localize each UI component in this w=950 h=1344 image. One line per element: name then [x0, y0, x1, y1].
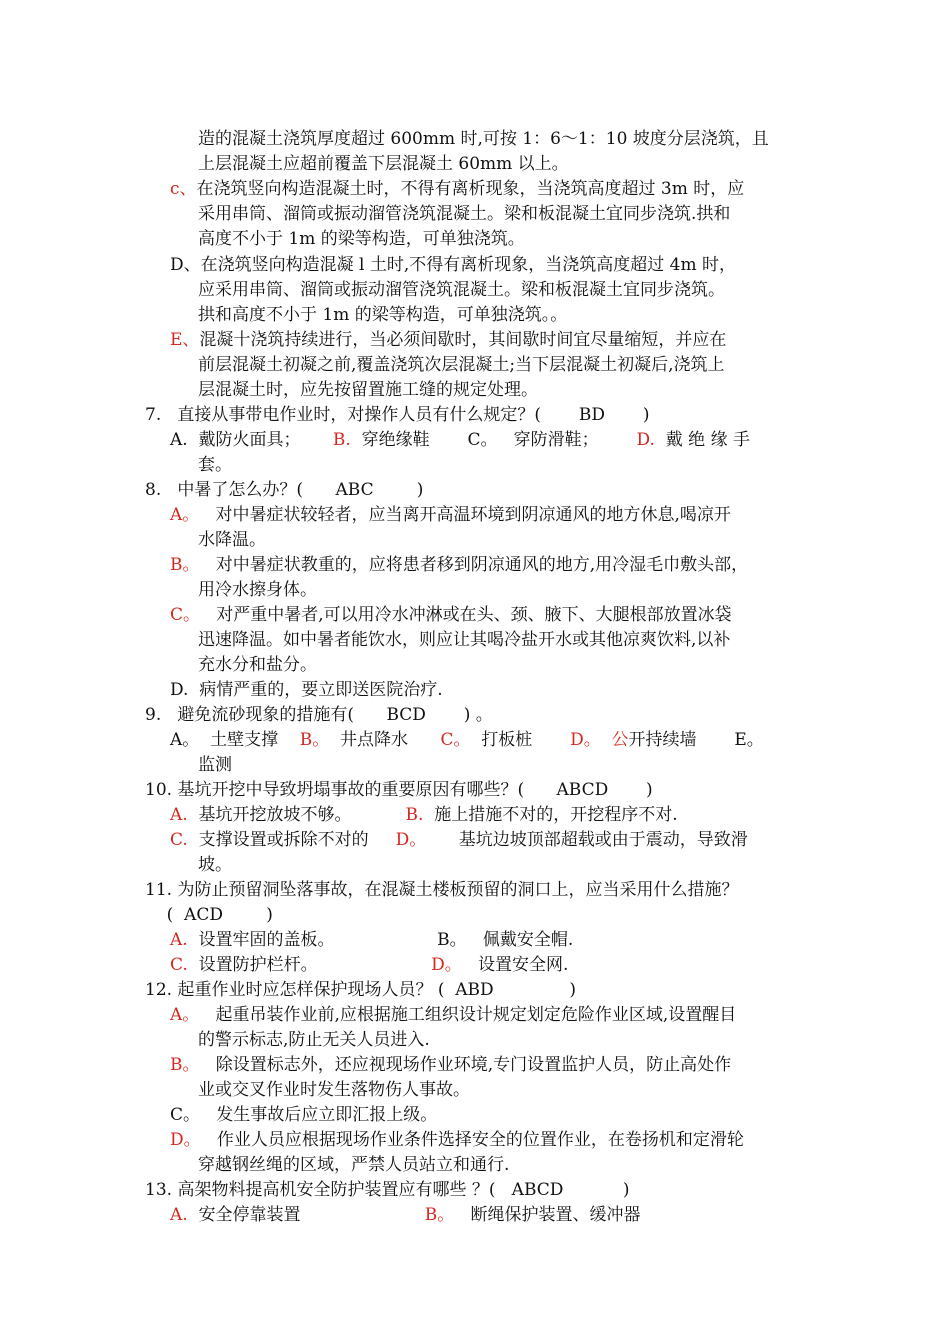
text-run: 拱和高度不小于 1m 的梁等构造，可单独浇筑。。	[198, 305, 568, 325]
text-run: 井点降水	[329, 730, 441, 750]
text-run: 对严重中暑者,可以用冷水冲淋或在头、颈、腋下、大腿根部放置冰袋	[200, 605, 732, 625]
text-run: 安全停靠装置	[187, 1205, 425, 1225]
option-marker: A。	[170, 1005, 200, 1025]
text-run: 8. 中暑了怎么办？( ABC )	[145, 480, 424, 500]
text-run: 迅速降温。如中暑者能饮水，则应让其喝冷盐开水或其他凉爽饮料,以补	[198, 630, 731, 650]
text-run: 充水分和盐分。	[198, 655, 317, 675]
text-run: 穿越钢丝绳的区域，严禁人员站立和通行.	[198, 1155, 510, 1175]
option-line	[170, 954, 568, 976]
continuation-line	[198, 304, 567, 326]
continuation-line	[198, 754, 232, 776]
continuation-line	[198, 203, 730, 225]
option-line	[170, 178, 744, 200]
option-marker: A.	[170, 805, 188, 825]
continuation-line	[198, 128, 769, 150]
text-run: 穿绝缘鞋 C。 穿防滑鞋；	[350, 430, 637, 450]
text-run: 采用串筒、溜筒或振动溜管浇筑混凝土。梁和板混凝土宜同步浇筑.拱和	[198, 204, 731, 224]
continuation-line	[198, 454, 232, 476]
text-run: 支撑设置或拆除不对的	[187, 830, 396, 850]
option-marker: A。	[170, 505, 200, 525]
continuation-line	[198, 228, 525, 250]
text-run: 监测	[198, 755, 232, 775]
question-line	[145, 979, 576, 1001]
text-run: 层混凝土时，应先按留置施工缝的规定处理。	[198, 380, 538, 400]
text-run: 断绳保护装置、缓冲器	[454, 1205, 641, 1225]
continuation-line	[198, 1154, 509, 1176]
text-run: D、在浇筑竖向构造混凝 l 土时,不得有离析现象，当浇筑高度超过 4m 时，	[170, 255, 737, 275]
text-run: 10. 基坑开挖中导致坍塌事故的重要原因有哪些？( ABCD )	[145, 780, 653, 800]
question-line	[145, 779, 653, 801]
option-marker: D。	[431, 955, 462, 975]
option-marker: A.	[170, 930, 188, 950]
continuation-line	[198, 654, 317, 676]
question-line	[145, 904, 273, 926]
text-run: C。 发生事故后应立即汇报上级。	[170, 1105, 438, 1125]
option-line	[170, 554, 748, 576]
option-line	[170, 729, 764, 751]
option-line	[170, 1004, 736, 1026]
text-run: 套。	[198, 455, 232, 475]
text-run: 前层混凝土初凝之前,覆盖浇筑次层混凝土;当下层混凝土初凝后,浇筑上	[198, 355, 725, 375]
text-run: 的警示标志,防止无关人员进入.	[198, 1030, 430, 1050]
option-line	[170, 829, 748, 851]
option-line	[170, 1129, 744, 1151]
text-run: 7. 直接从事带电作业时，对操作人员有什么规定？( BD )	[145, 405, 650, 425]
option-marker: E、	[170, 330, 200, 350]
option-marker: B。	[299, 730, 330, 750]
option-marker: A.	[170, 1205, 188, 1225]
option-line	[170, 429, 750, 451]
option-marker: B。	[170, 555, 200, 575]
continuation-line	[198, 354, 725, 376]
option-line	[170, 1104, 437, 1126]
question-line	[145, 1179, 629, 1201]
text-run: 施上措施不对的，开挖程序不对.	[423, 805, 678, 825]
option-line	[170, 504, 731, 526]
option-marker: C.	[170, 830, 188, 850]
option-line	[170, 929, 573, 951]
text-run: 13. 高架物料提高机安全防护装置应有哪些 ？( ABCD )	[145, 1180, 630, 1200]
text-run: A. 戴防火面具；	[170, 430, 333, 450]
text-run: 造的混凝土浇筑厚度超过 600mm 时,可按 1：6～1：10 坡度分层浇筑，且	[198, 129, 769, 149]
text-run: 作业人员应根据现场作业条件选择安全的位置作业，在卷扬机和定滑轮	[200, 1130, 744, 1150]
text-run: 12. 起重作业时应怎样保护现场人员？ ( ABD )	[145, 980, 576, 1000]
text-run: 混凝十浇筑持续进行，当必须间歇时，其间歇时间宜尽量缩短，并应在	[199, 330, 727, 350]
question-line	[145, 404, 649, 426]
continuation-line	[198, 629, 730, 651]
text-run: D. 病情严重的，要立即送医院治疗.	[170, 680, 443, 700]
option-marker: D.	[636, 430, 655, 450]
question-line	[145, 479, 423, 501]
continuation-line	[198, 1029, 430, 1051]
option-marker: C。	[440, 730, 471, 750]
option-marker: c、	[170, 179, 197, 199]
continuation-line	[198, 379, 538, 401]
text-run: ( ACD )	[145, 905, 273, 925]
text-run: 除设置标志外，还应视现场作业环境,专门设置监护人员，防止高处作	[199, 1055, 732, 1075]
text-run: 开持续墙 E。	[628, 730, 764, 750]
text-run: 基坑边坡顶部超载或由于震动，导致滑	[426, 830, 748, 850]
option-marker: C。	[170, 605, 201, 625]
question-line	[145, 879, 738, 901]
text-run: 应采用串筒、溜筒或振动溜管浇筑混凝土。梁和板混凝土宜同步浇筑。	[198, 280, 725, 300]
option-marker: D。	[395, 830, 427, 850]
text-run: 打板桩	[470, 730, 571, 750]
option-line	[170, 1054, 731, 1076]
text-run: 水降温。	[198, 530, 266, 550]
continuation-line	[198, 1079, 470, 1101]
option-line	[170, 1204, 641, 1226]
option-marker: B.	[405, 805, 424, 825]
text-run: 高度不小于 1m 的梁等构造，可单独浇筑。	[198, 229, 525, 249]
text-run: 设置安全网.	[461, 955, 569, 975]
option-marker: C.	[170, 955, 188, 975]
text-run: A。 土壁支撑	[170, 730, 300, 750]
text-run: 9. 避免流砂现象的措施有( BCD ) 。	[145, 705, 493, 725]
text-run: 设置牢固的盖板。 B。 佩戴安全帽.	[187, 930, 574, 950]
option-marker: B。	[170, 1055, 200, 1075]
option-line	[170, 679, 443, 701]
option-marker: B.	[332, 430, 351, 450]
option-marker: D。 公	[570, 730, 629, 750]
text-run: 基坑开挖放坡不够。	[187, 805, 406, 825]
continuation-line	[198, 854, 232, 876]
text-run: 业或交叉作业时发生落物伤人事故。	[198, 1080, 470, 1100]
option-marker: D。	[170, 1130, 201, 1150]
text-run: 设置防护栏杆。	[187, 955, 432, 975]
text-run: 坡。	[198, 855, 232, 875]
text-run: 戴 绝 缘 手	[654, 430, 750, 450]
text-run: 11. 为防止预留洞坠落事故，在混凝土楼板预留的洞口上，应当采用什么措施？	[145, 880, 739, 900]
text-run: 在浇筑竖向构造混凝土时，不得有离析现象，当浇筑高度超过 3m 时，应	[196, 179, 745, 199]
continuation-line	[198, 153, 569, 175]
option-line	[170, 604, 732, 626]
option-marker: B。	[424, 1205, 455, 1225]
continuation-line	[198, 529, 266, 551]
text-run: 用冷水擦身体。	[198, 580, 317, 600]
option-line	[170, 254, 736, 276]
continuation-line	[198, 579, 317, 601]
text-run: 对中暑症状较轻者，应当离开高温环境到阴凉通风的地方休息,喝凉开	[199, 505, 731, 525]
option-line	[170, 804, 678, 826]
option-line	[170, 329, 726, 351]
text-run: 上层混凝土应超前覆盖下层混凝土 60mm 以上。	[198, 154, 569, 174]
continuation-line	[198, 279, 725, 301]
question-line	[145, 704, 493, 726]
text-run: 起重吊装作业前,应根据施工组织设计规定划定危险作业区域,设置醒目	[199, 1005, 737, 1025]
text-run: 对中暑症状教重的，应将患者移到阴凉通风的地方,用冷湿毛巾敷头部，	[199, 555, 749, 575]
